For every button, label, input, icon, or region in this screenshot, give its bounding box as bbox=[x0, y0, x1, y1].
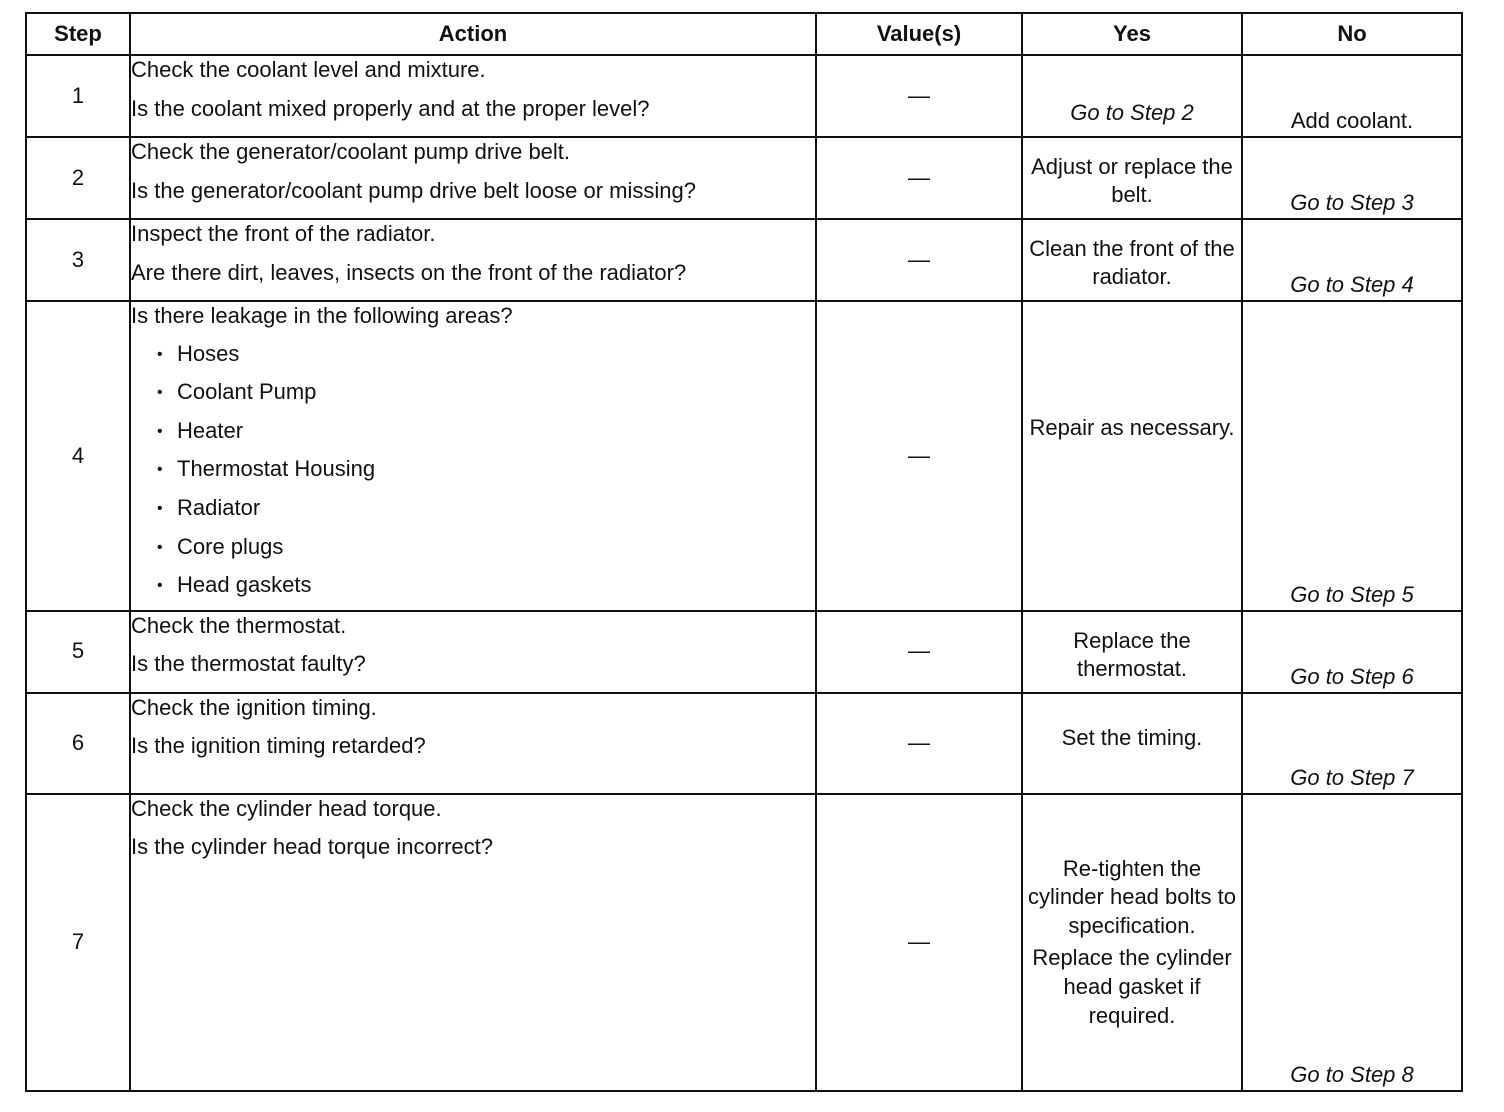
value-cell: — bbox=[816, 219, 1022, 301]
value-cell: — bbox=[816, 301, 1022, 611]
yes-cell: Clean the front of the radiator. bbox=[1022, 219, 1242, 301]
action-cell bbox=[130, 301, 816, 611]
table-row bbox=[26, 137, 1462, 219]
action-text: Check the thermostat. bbox=[131, 612, 347, 638]
header-no: No bbox=[1242, 13, 1462, 55]
step-number: 6 bbox=[26, 693, 130, 794]
header-values: Value(s) bbox=[816, 13, 1022, 55]
value-cell: — bbox=[816, 611, 1022, 693]
action-cell bbox=[130, 55, 816, 137]
yes-cell: Replace the thermostat. bbox=[1022, 611, 1242, 693]
value-cell: — bbox=[816, 794, 1022, 1091]
action-text: Is there leakage in the following areas? bbox=[131, 303, 513, 328]
list-item: • Hoses bbox=[157, 340, 815, 369]
step-number: 3 bbox=[26, 219, 130, 301]
action-question: Is the coolant mixed properly and at the proper level? bbox=[131, 95, 650, 121]
yes-cell: Adjust or replace the belt. bbox=[1022, 137, 1242, 219]
header-yes: Yes bbox=[1022, 13, 1242, 55]
action-cell bbox=[130, 219, 816, 301]
list-item: • Core plugs bbox=[157, 533, 815, 562]
yes-instruction-extra: Replace the cylinder head gasket if required. bbox=[1032, 945, 1232, 1028]
step-number: 4 bbox=[26, 301, 130, 611]
action-cell bbox=[130, 693, 816, 794]
list-item: • Coolant Pump bbox=[157, 378, 815, 407]
table-row bbox=[26, 55, 1462, 137]
no-cell: Go to Step 6 bbox=[1242, 611, 1462, 693]
action-cell bbox=[130, 137, 816, 219]
table-row bbox=[26, 301, 1462, 611]
value-cell: — bbox=[816, 137, 1022, 219]
action-text: Inspect the front of the radiator. bbox=[131, 221, 436, 246]
no-cell: Go to Step 3 bbox=[1242, 137, 1462, 219]
action-text: Check the ignition timing. bbox=[131, 694, 377, 720]
step-number: 5 bbox=[26, 611, 130, 693]
action-text: Check the coolant level and mixture. bbox=[131, 57, 486, 82]
action-question: Is the thermostat faulty? bbox=[131, 651, 366, 677]
leak-area-list bbox=[131, 340, 815, 600]
action-text: Check the generator/coolant pump drive belt. bbox=[131, 139, 571, 164]
action-question: Is the cylinder head torque incorrect? bbox=[131, 834, 493, 860]
action-question: Are there dirt, leaves, insects on the front of the radiator? bbox=[131, 259, 687, 285]
list-item: • Heater bbox=[157, 417, 815, 446]
table-row bbox=[26, 219, 1462, 301]
table-row bbox=[26, 794, 1462, 1091]
action-text: Check the cylinder head torque. bbox=[131, 795, 442, 821]
action-cell bbox=[130, 794, 816, 1091]
list-item: • Thermostat Housing bbox=[157, 455, 815, 484]
header-row bbox=[26, 13, 1462, 55]
value-cell: — bbox=[816, 693, 1022, 794]
action-cell bbox=[130, 611, 816, 693]
value-cell: — bbox=[816, 55, 1022, 137]
yes-cell: Go to Step 2 bbox=[1022, 55, 1242, 137]
table-row bbox=[26, 693, 1462, 794]
no-cell: Go to Step 5 bbox=[1242, 301, 1462, 611]
list-item: • Head gaskets bbox=[157, 571, 815, 600]
no-cell: Go to Step 7 bbox=[1242, 693, 1462, 794]
action-question: Is the ignition timing retarded? bbox=[131, 733, 426, 759]
diagnostic-table bbox=[25, 12, 1463, 1092]
step-number: 2 bbox=[26, 137, 130, 219]
no-cell: Go to Step 4 bbox=[1242, 219, 1462, 301]
yes-instruction: Re-tighten the cylinder head bolts to specification. bbox=[1028, 855, 1236, 938]
yes-cell: Repair as necessary. bbox=[1022, 301, 1242, 611]
yes-cell: Set the timing. bbox=[1022, 693, 1242, 794]
action-question: Is the generator/coolant pump drive belt loose or missing? bbox=[131, 177, 696, 203]
no-cell: Add coolant. bbox=[1242, 55, 1462, 137]
yes-cell bbox=[1022, 794, 1242, 1091]
step-number: 7 bbox=[26, 794, 130, 1091]
step-number: 1 bbox=[26, 55, 130, 137]
table-row bbox=[26, 611, 1462, 693]
header-step: Step bbox=[26, 13, 130, 55]
list-item: • Radiator bbox=[157, 494, 815, 523]
no-cell: Go to Step 8 bbox=[1242, 794, 1462, 1091]
header-action: Action bbox=[130, 13, 816, 55]
